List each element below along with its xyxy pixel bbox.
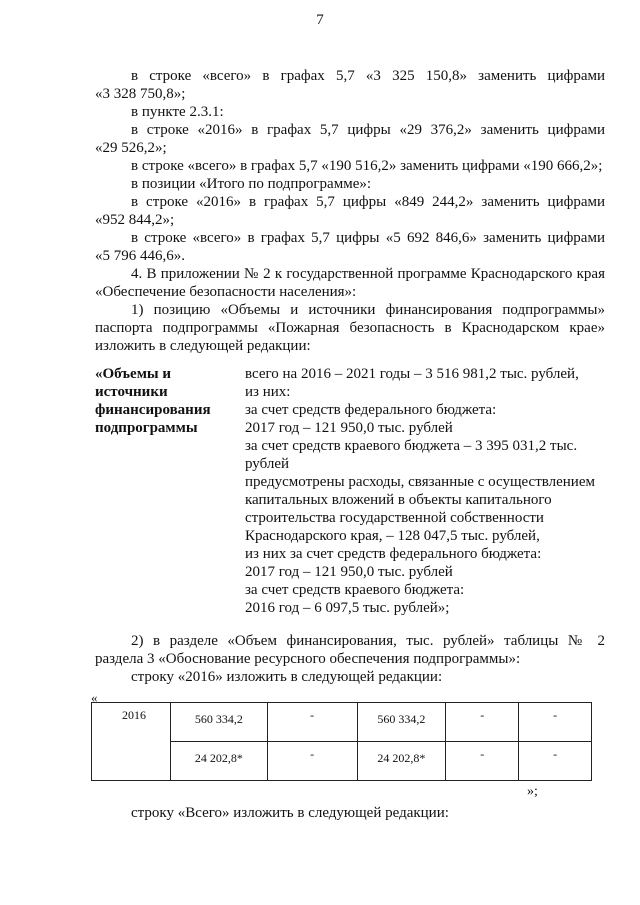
passport-value-line: из них за счет средств федерального бюджета: <box>245 546 542 562</box>
passport-value-line: 2016 год – 6 097,5 тыс. рублей»; <box>245 600 450 616</box>
text-line: в строке «2016» в графах 5,7 цифры «849 244,2» заменить цифрами <box>131 194 605 210</box>
table-cell: - <box>267 703 357 742</box>
passport-value-line: строительства государственной собственности <box>245 510 544 526</box>
passport-value-line: из них: <box>245 384 291 400</box>
text-line: изложить в следующей редакции: <box>95 338 311 354</box>
text-line: раздела 3 «Обоснование ресурсного обеспечения подпрограммы»: <box>95 651 521 667</box>
page-number: 7 <box>316 12 324 28</box>
table-cell: - <box>519 742 592 781</box>
passport-value-line: Краснодарского края, – 128 047,5 тыс. рублей, <box>245 528 540 544</box>
text-line: в строке «всего» в графах 5,7 «190 516,2» заменить цифрами «190 666,2»; <box>131 158 603 174</box>
year-cell: 2016 <box>92 703 171 781</box>
passport-value-line: капитальных вложений в объекты капитального <box>245 492 552 508</box>
table-cell: 24 202,8* <box>170 742 267 781</box>
text-line: в строке «всего» в графах 5,7 «3 325 150,8» заменить цифрами <box>131 68 605 84</box>
text-line: в строке «всего» в графах 5,7 цифры «5 692 846,6» заменить цифрами <box>131 230 605 246</box>
financing-table <box>91 702 592 781</box>
text-line: строку «Всего» изложить в следующей редакции: <box>131 805 449 821</box>
table-cell: 560 334,2 <box>357 703 446 742</box>
text-line: «Обеспечение безопасности населения»: <box>95 284 357 300</box>
passport-value-line: предусмотрены расходы, связанные с осуществлением <box>245 474 595 490</box>
passport-label-line: финансирования <box>95 402 211 418</box>
table-close-quote: »; <box>527 784 538 799</box>
passport-value-line: за счет средств краевого бюджета – 3 395 031,2 тыс. <box>245 438 578 454</box>
table-cell: 560 334,2 <box>170 703 267 742</box>
table-cell: - <box>446 703 519 742</box>
table-cell: - <box>446 742 519 781</box>
table-row <box>92 703 592 742</box>
table-cell: - <box>267 742 357 781</box>
passport-value-line: за счет средств краевого бюджета: <box>245 582 465 598</box>
text-line: в позиции «Итого по подпрограмме»: <box>131 176 372 192</box>
passport-value-line: всего на 2016 – 2021 годы – 3 516 981,2 тыс. рублей, <box>245 366 579 382</box>
text-line: «952 844,2»; <box>95 212 175 228</box>
text-line: строку «2016» изложить в следующей редакции: <box>131 669 443 685</box>
table-cell: 24 202,8* <box>357 742 446 781</box>
passport-label-line: «Объемы и <box>95 366 172 382</box>
passport-value-line: 2017 год – 121 950,0 тыс. рублей <box>245 564 453 580</box>
passport-value-line: рублей <box>245 456 290 472</box>
text-line: в строке «2016» в графах 5,7 цифры «29 376,2» заменить цифрами <box>131 122 605 138</box>
text-line: «3 328 750,8»; <box>95 86 186 102</box>
text-line: в пункте 2.3.1: <box>131 104 224 120</box>
table-open-quote: « <box>91 690 98 705</box>
passport-label-line: источники <box>95 384 168 400</box>
passport-value-line: 2017 год – 121 950,0 тыс. рублей <box>245 420 453 436</box>
text-line: 4. В приложении № 2 к государственной программе Краснодарского края <box>131 266 605 282</box>
passport-value-line: за счет средств федерального бюджета: <box>245 402 497 418</box>
text-line: 1) позицию «Объемы и источники финансирования подпрограммы» <box>131 302 605 318</box>
passport-label-line: подпрограммы <box>95 420 198 436</box>
text-line: 2) в разделе «Объем финансирования, тыс. рублей» таблицы № 2 <box>131 633 605 649</box>
text-line: «29 526,2»; <box>95 140 167 156</box>
text-line: паспорта подпрограммы «Пожарная безопасность в Краснодарском крае» <box>95 320 605 336</box>
text-line: «5 796 446,6». <box>95 248 185 264</box>
table-cell: - <box>519 703 592 742</box>
